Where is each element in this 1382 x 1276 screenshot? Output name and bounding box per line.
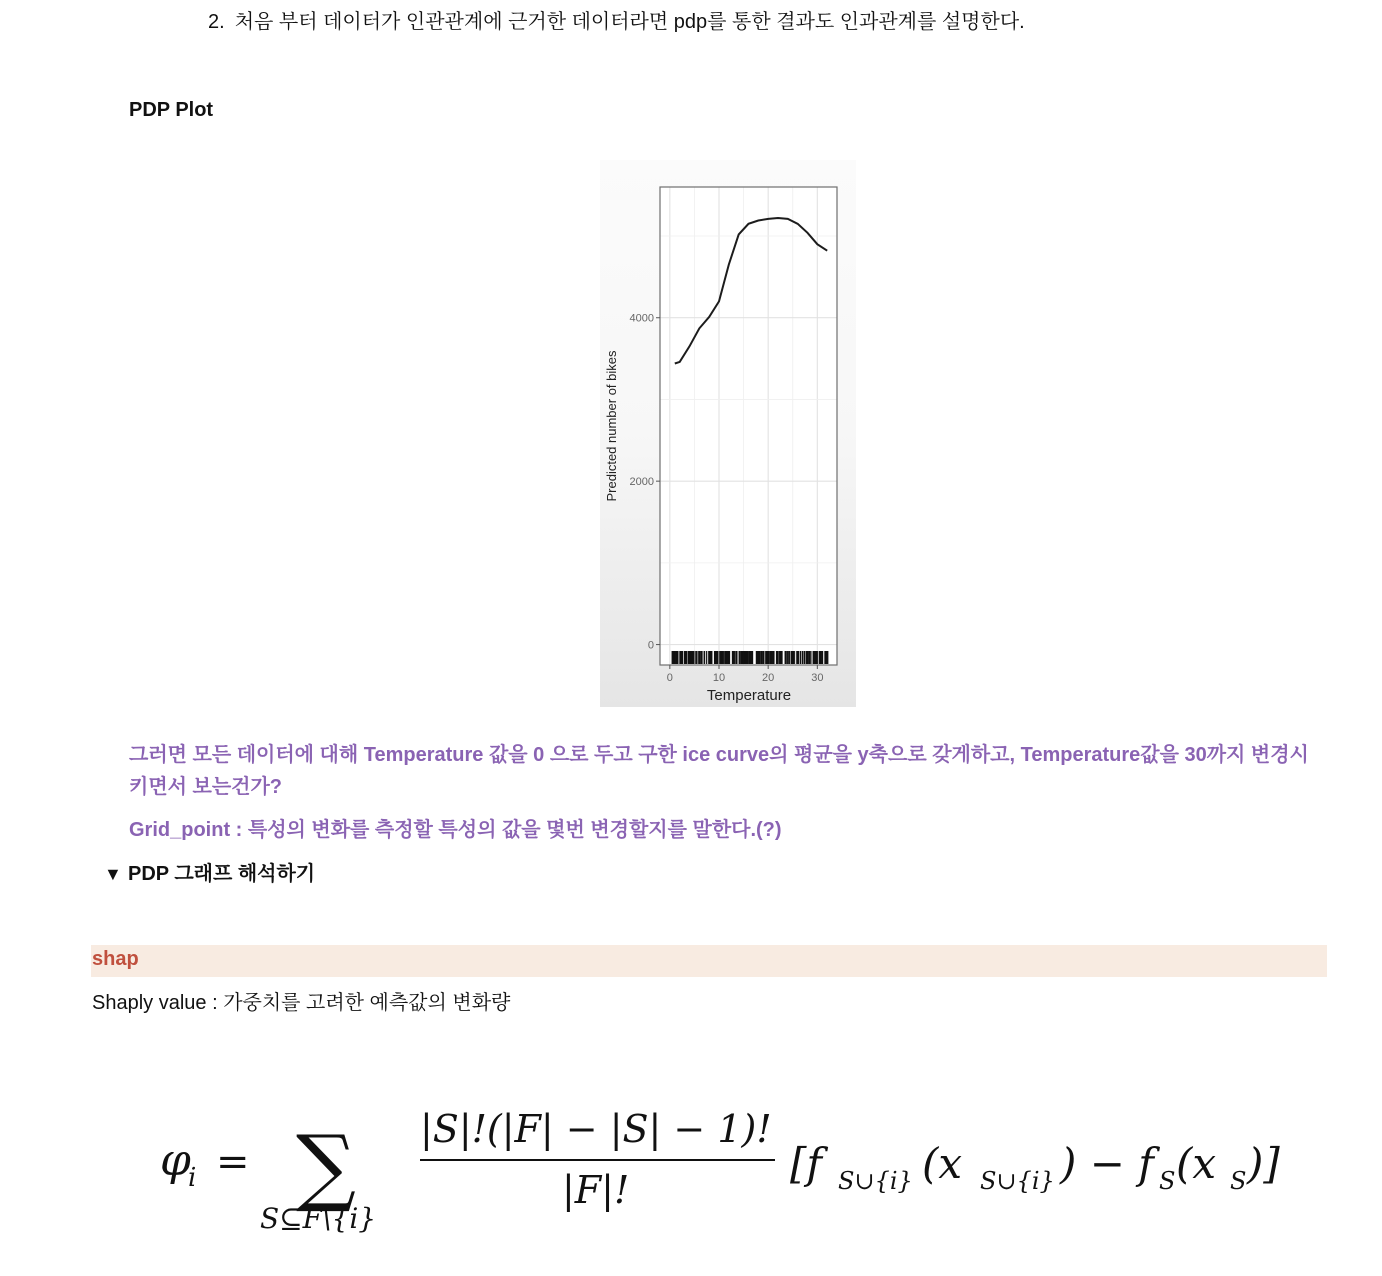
formula-f-subscript-1: S∪{i} [838, 1167, 913, 1195]
x-tick-label: 20 [762, 672, 775, 684]
shapley-value-description: Shaply value : 가중치를 고려한 예측값의 변화량 [92, 992, 511, 1014]
numbered-list-item [208, 8, 1025, 36]
formula-minus-f: ) − f [1060, 1139, 1154, 1188]
x-tick-label: 30 [811, 672, 824, 684]
formula-lhs-subscript: i [188, 1163, 197, 1193]
toggle-label[interactable]: PDP 그래프 해석하기 [128, 863, 316, 885]
formula-sum-index: S⊆F\{i} [260, 1202, 377, 1235]
list-number: 2. [208, 11, 225, 33]
formula-lhs-phi: φ [160, 1135, 191, 1186]
formula-denominator: |F|! [562, 1168, 630, 1212]
pdp-plot-image [600, 160, 856, 707]
question-note-ice-curve: 그러면 모든 데이터에 대해 Temperature 값을 0 으로 두고 구한 ice curve의 평균을 y축으로 갖게하고, Temperature값을 30까지 변경시키면서 보는건가? [129, 744, 1309, 798]
formula-numerator: |S|!(|F| − |S| − 1)! [420, 1107, 772, 1151]
plot-panel-background [660, 187, 837, 665]
y-tick-label: 4000 [629, 312, 654, 325]
question-note-grid-point: Grid_point : 특성의 변화를 측정할 특성의 값을 몇번 변경할지를 말한다.(?) [129, 819, 782, 841]
shap-heading: shap [92, 948, 139, 970]
formula-f-subscript-2: S [1159, 1167, 1176, 1195]
y-tick-label: 2000 [629, 476, 654, 489]
formula-x-open-1: (x [922, 1139, 963, 1188]
y-axis-title: Predicted number of bikes [604, 350, 619, 502]
formula-x-open-2: (x [1176, 1139, 1217, 1188]
x-tick-label: 0 [666, 672, 673, 684]
formula-close: )] [1247, 1139, 1280, 1188]
formula-sum-symbol: ∑ [296, 1117, 356, 1215]
triangle-down-icon[interactable]: ▼ [104, 864, 122, 884]
formula-bracket-f: [f [790, 1139, 822, 1188]
pdp-plot-heading: PDP Plot [129, 99, 214, 121]
formula-equals: = [216, 1139, 250, 1185]
list-item-text: 처음 부터 데이터가 인관관계에 근거한 데이터라면 pdp를 통한 결과도 인과관계를 설명한다. [234, 11, 1025, 33]
shap-heading-band [91, 945, 1327, 977]
pdp-chart [600, 160, 856, 707]
x-tick-label: 10 [712, 672, 726, 684]
formula-x-subscript-2: S [1230, 1167, 1247, 1195]
x-axis-title: Temperature [706, 687, 792, 704]
formula-x-subscript-1: S∪{i} [980, 1167, 1055, 1195]
shapley-formula [150, 1090, 1300, 1260]
y-tick-label: 0 [647, 639, 654, 652]
pdp-interpretation-toggle[interactable] [104, 860, 315, 888]
